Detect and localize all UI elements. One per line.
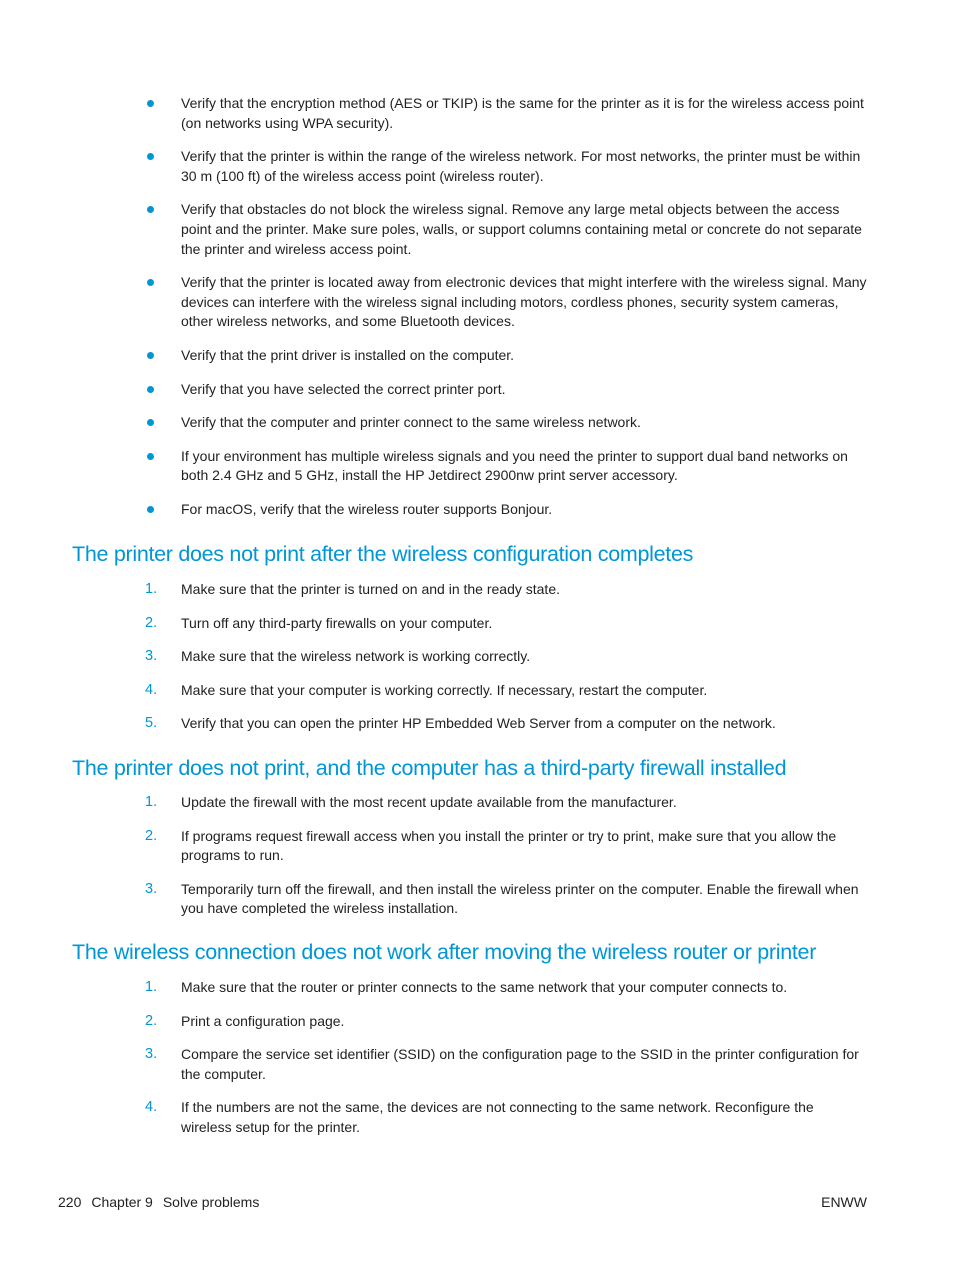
step-item <box>0 827 954 866</box>
page-footer-right: ENWW <box>821 1194 867 1210</box>
step-text: Turn off any third-party firewalls on your computer. <box>181 614 493 631</box>
bullet-item <box>0 413 954 433</box>
step-number: 3. <box>145 648 158 665</box>
bullet-item <box>0 200 954 259</box>
step-item <box>0 1045 954 1084</box>
bullet-dot-icon <box>147 279 154 286</box>
bullet-item <box>0 500 954 520</box>
step-number: 2. <box>145 827 158 844</box>
bullet-text: Verify that the encryption method (AES or TKIP) is the same for the printer as it is for the wireless access point (on networks using WPA security). <box>181 95 864 131</box>
bullet-text: If your environment has multiple wireless signals and you need the printer to support dual band networks on both 2.4 GHz and 5 GHz, install the HP Jetdirect 2900nw print server accessory. <box>181 447 848 484</box>
bullet-text: Verify that you have selected the correct printer port. <box>181 380 506 397</box>
bullet-dot-icon <box>147 153 154 160</box>
bullet-list <box>0 94 954 534</box>
steps-list-wireless-config <box>0 580 954 748</box>
chapter-label: Chapter 9 <box>91 1194 153 1210</box>
bullet-dot-icon <box>147 419 154 426</box>
steps-list-moved-router <box>0 978 954 1152</box>
step-item <box>0 580 954 600</box>
bullet-text: Verify that the print driver is installed on the computer. <box>181 346 515 363</box>
step-number: 5. <box>145 715 158 732</box>
step-number: 4. <box>145 1099 158 1116</box>
step-item <box>0 681 954 701</box>
step-item <box>0 978 954 998</box>
page-number: 220 <box>58 1194 82 1210</box>
bullet-dot-icon <box>147 100 154 107</box>
step-text: Update the firewall with the most recent update available from the manufacturer. <box>181 794 677 810</box>
bullet-item <box>0 447 954 486</box>
step-text: Compare the service set identifier (SSID) on the configuration page to the SSID in the printer configuration for the computer. <box>181 1046 859 1082</box>
bullet-text: Verify that the computer and printer connect to the same wireless network. <box>181 414 641 431</box>
bullet-dot-icon <box>147 386 154 393</box>
step-text: If the numbers are not the same, the devices are not connecting to the same network. Reconfigure the wireless setup for the printer. <box>181 1099 814 1135</box>
bullet-item <box>0 94 954 133</box>
step-number: 2. <box>145 614 158 631</box>
section-heading-wireless-config: The printer does not print after the wireless configuration completes <box>72 542 694 566</box>
step-number: 3. <box>145 1046 158 1063</box>
step-number: 2. <box>145 1012 158 1029</box>
bullet-text: Verify that obstacles do not block the wireless signal. Remove any large metal objects between the access point and the printer. Make sure poles, walls, or support columns containing metal or concrete do not separate the printer and wireless access point. <box>181 201 862 257</box>
bullet-dot-icon <box>147 206 154 213</box>
bullet-item <box>0 147 954 186</box>
bullet-item <box>0 273 954 332</box>
step-number: 1. <box>145 979 158 995</box>
step-number: 3. <box>145 880 158 897</box>
section-heading-moved-router: The wireless connection does not work after moving the wireless router or printer <box>72 940 817 964</box>
step-text: Make sure that the router or printer connects to the same network that your computer connects to. <box>181 979 788 995</box>
step-item <box>0 880 954 919</box>
bullet-dot-icon <box>147 453 154 460</box>
step-number: 1. <box>145 581 158 597</box>
step-text: Make sure that the printer is turned on and in the ready state. <box>181 581 560 597</box>
bullet-text: Verify that the printer is within the range of the wireless network. For most networks, the printer must be within 30 m (100 ft) of the wireless access point (wireless router). <box>181 148 861 184</box>
bullet-dot-icon <box>147 506 154 513</box>
step-item <box>0 793 954 813</box>
chapter-title: Solve problems <box>162 1194 260 1210</box>
step-text: Verify that you can open the printer HP Embedded Web Server from a computer on the network. <box>181 715 776 732</box>
step-text: If programs request firewall access when you install the printer or try to print, make sure that you allow the programs to run. <box>181 827 837 864</box>
step-item <box>0 1098 954 1137</box>
step-item <box>0 714 954 734</box>
bullet-text: Verify that the printer is located away from electronic devices that might interfere with the wireless signal. Many devices can interfere with the wireless signal including motors, cordless phones, security system cameras, other wireless networks, and some Bluetooth devices. <box>181 274 867 330</box>
step-item <box>0 1012 954 1032</box>
bullet-dot-icon <box>147 352 154 359</box>
bullet-item <box>0 380 954 400</box>
steps-list-firewall <box>0 793 954 933</box>
page-footer-left <box>58 1193 269 1212</box>
bullet-item <box>0 346 954 366</box>
step-text: Temporarily turn off the firewall, and then install the wireless printer on the computer. Enable the firewall when you have completed the wireless installation. <box>181 880 859 917</box>
section-heading-firewall: The printer does not print, and the computer has a third-party firewall installed <box>72 756 787 780</box>
step-number: 1. <box>145 794 158 810</box>
step-text: Make sure that the wireless network is working correctly. <box>181 648 531 665</box>
step-text: Print a configuration page. <box>181 1012 345 1029</box>
step-item <box>0 647 954 667</box>
step-text: Make sure that your computer is working correctly. If necessary, restart the computer. <box>181 681 708 698</box>
step-item <box>0 614 954 634</box>
step-number: 4. <box>145 681 158 698</box>
bullet-text: For macOS, verify that the wireless router supports Bonjour. <box>181 500 553 517</box>
